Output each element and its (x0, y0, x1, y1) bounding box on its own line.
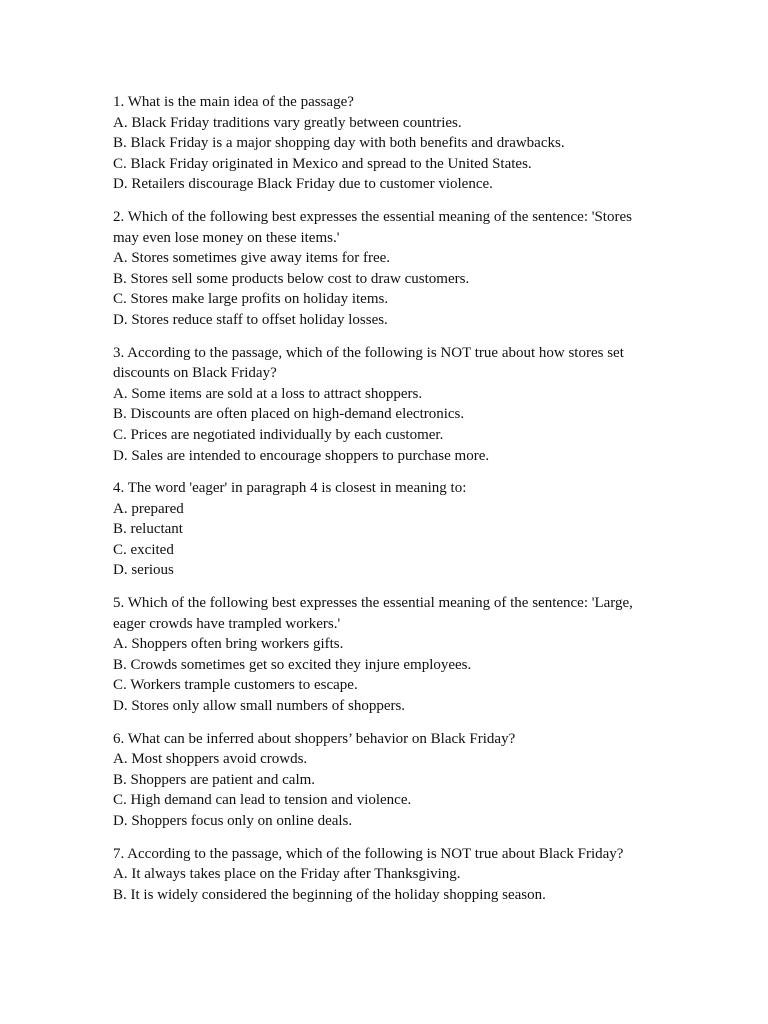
option-b: B. reluctant (113, 521, 183, 538)
question-2 (113, 207, 653, 331)
option-d: D. serious (113, 562, 174, 579)
option-c: C. High demand can lead to tension and violence. (113, 792, 412, 809)
question-7 (113, 844, 653, 906)
question-text: 7. According to the passage, which of the following is NOT true about Black Friday? (113, 845, 624, 862)
question-6 (113, 729, 653, 832)
option-a: A. Stores sometimes give away items for free. (113, 250, 391, 267)
option-a: A. Some items are sold at a loss to attract shoppers. (113, 385, 423, 402)
option-c: C. Black Friday originated in Mexico and spread to the United States. (113, 155, 532, 172)
option-d: D. Sales are intended to encourage shoppers to purchase more. (113, 447, 490, 464)
option-b: B. It is widely considered the beginning of the holiday shopping season. (113, 886, 546, 903)
option-d: D. Stores reduce staff to offset holiday losses. (113, 311, 388, 328)
option-c: C. Prices are negotiated individually by each customer. (113, 426, 444, 443)
option-c: C. Workers trample customers to escape. (113, 677, 358, 694)
option-a: A. Black Friday traditions vary greatly between countries. (113, 114, 462, 131)
option-a: A. prepared (113, 500, 184, 517)
option-d: D. Shoppers focus only on online deals. (113, 813, 353, 829)
option-c: C. Stores make large profits on holiday items. (113, 291, 389, 308)
option-b: B. Stores sell some products below cost to draw customers. (113, 270, 470, 287)
question-text: 3. According to the passage, which of the following is NOT true about how stores set discounts on Black Friday? (113, 344, 624, 382)
question-text: 6. What can be inferred about shoppers’ behavior on Black Friday? (113, 730, 516, 747)
option-c: C. excited (113, 541, 174, 558)
question-text: 2. Which of the following best expresses the essential meaning of the sentence: 'Stores may even lose money on these items.' (113, 208, 632, 246)
option-d: D. Stores only allow small numbers of shoppers. (113, 698, 406, 715)
question-text: 4. The word 'eager' in paragraph 4 is closest in meaning to: (113, 480, 467, 497)
option-b: B. Discounts are often placed on high-demand electronics. (113, 406, 465, 423)
question-3 (113, 343, 653, 467)
option-b: B. Black Friday is a major shopping day with both benefits and drawbacks. (113, 135, 565, 152)
option-d: D. Retailers discourage Black Friday due to customer violence. (113, 176, 493, 193)
question-4 (113, 478, 653, 581)
option-b: B. Shoppers are patient and calm. (113, 771, 316, 788)
question-text: 1. What is the main idea of the passage? (113, 94, 354, 110)
option-a: A. Most shoppers avoid crowds. (113, 751, 308, 768)
option-a: A. It always takes place on the Friday after Thanksgiving. (113, 866, 461, 883)
question-1 (113, 92, 653, 195)
option-a: A. Shoppers often bring workers gifts. (113, 636, 344, 653)
question-text: 5. Which of the following best expresses the essential meaning of the sentence: 'Large, eager crowds have trampled workers.' (113, 595, 633, 632)
quiz-page (113, 92, 653, 917)
question-5 (113, 593, 653, 717)
option-b: B. Crowds sometimes get so excited they injure employees. (113, 656, 472, 673)
